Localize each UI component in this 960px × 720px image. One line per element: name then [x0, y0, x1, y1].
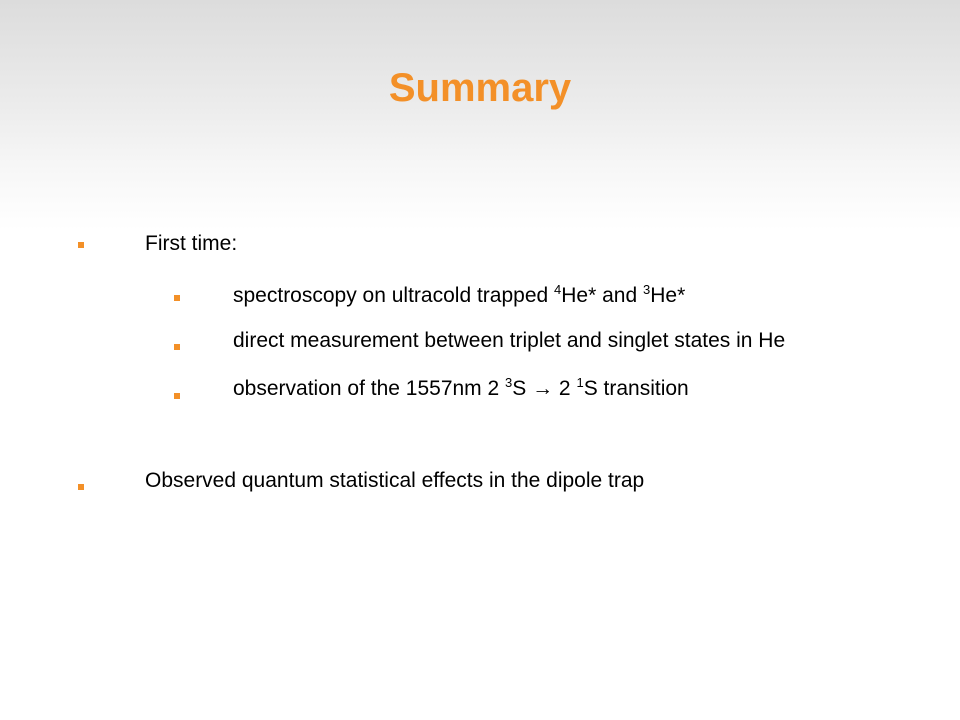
- bullet-icon: [174, 295, 180, 301]
- sub-item-observation-mid: S → 2: [512, 377, 577, 400]
- sub-item-spectroscopy-sup1: 4: [554, 282, 562, 297]
- sub-item-spectroscopy: [233, 284, 685, 308]
- bullet-item-observed: Observed quantum statistical effects in the dipole trap: [145, 469, 645, 492]
- bullet-icon: [78, 242, 84, 248]
- sub-item-spectroscopy-post: He*: [650, 284, 686, 307]
- sub-item-spectroscopy-sup2: 3: [643, 282, 651, 297]
- sub-item-observation-sup2: 1: [576, 375, 584, 390]
- bullet-icon: [78, 484, 84, 490]
- sub-item-observation-sup1: 3: [505, 375, 513, 390]
- sub-item-spectroscopy-mid: He* and: [561, 284, 643, 307]
- bullet-item-first-time: First time:: [145, 232, 238, 255]
- sub-item-observation: [233, 377, 689, 401]
- sub-item-observation-pre: observation of the 1557nm 2: [233, 377, 506, 400]
- slide-title: Summary: [388, 66, 572, 110]
- bullet-icon: [174, 344, 180, 350]
- sub-item-observation-post: S transition: [583, 377, 689, 400]
- sub-item-spectroscopy-pre: spectroscopy on ultracold trapped: [233, 284, 555, 307]
- sub-item-direct-measurement: direct measurement between triplet and singlet states in He: [233, 329, 786, 352]
- bullet-icon: [174, 393, 180, 399]
